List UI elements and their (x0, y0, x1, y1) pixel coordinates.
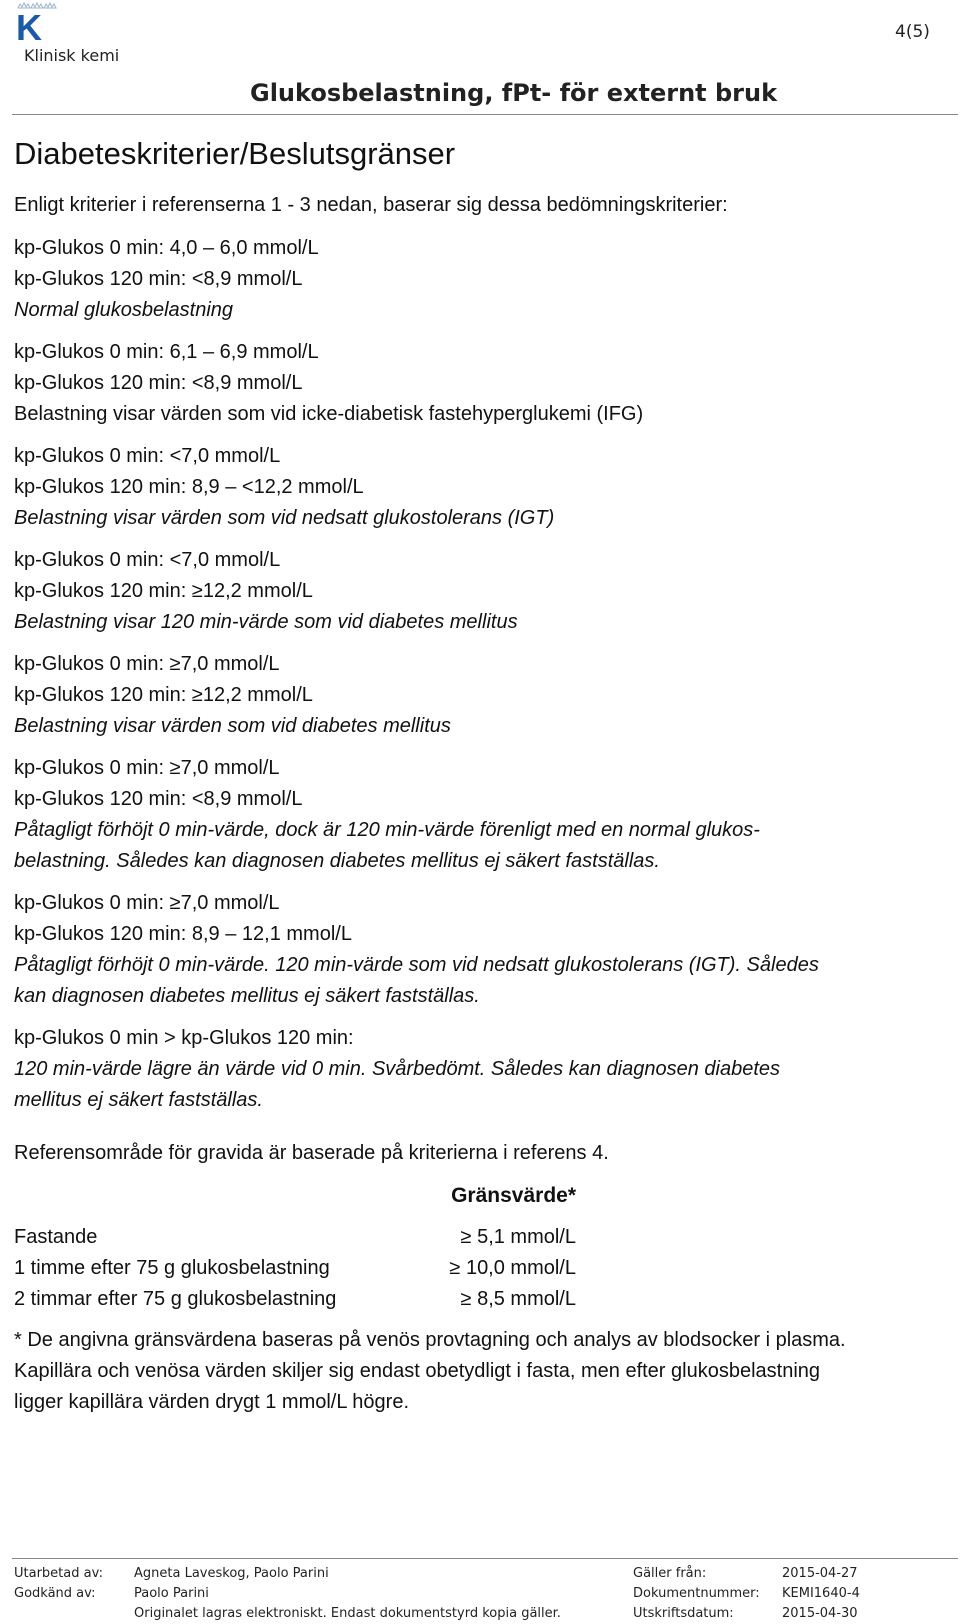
glucose-threshold: kp-Glukos 0 min: ≥7,0 mmol/L (14, 653, 280, 675)
glucose-threshold: kp-Glukos 120 min: <8,9 mmol/L (14, 268, 303, 290)
print-date-value: 2015-04-30 (782, 1606, 858, 1621)
glucose-threshold: kp-Glukos 120 min: <8,9 mmol/L (14, 372, 303, 394)
limits-table (14, 1181, 576, 1315)
criteria-list (14, 233, 954, 1116)
klinisk-kemi-logo (14, 2, 58, 42)
table-row (14, 1222, 576, 1253)
footer-divider (12, 1558, 958, 1559)
criteria-block (14, 649, 954, 742)
print-date-label: Utskriftsdatum: (633, 1606, 734, 1621)
glucose-threshold: kp-Glukos 120 min: 8,9 – <12,2 mmol/L (14, 476, 364, 498)
criteria-block (14, 441, 954, 534)
svg-text:K: K (16, 7, 42, 42)
glucose-threshold: kp-Glukos 120 min: 8,9 – 12,1 mmol/L (14, 923, 352, 945)
document-body (14, 134, 954, 1418)
glucose-threshold: kp-Glukos 0 min: ≥7,0 mmol/L (14, 757, 280, 779)
department-name: Klinisk kemi (24, 46, 120, 65)
footnote-line: Kapillära och venösa värden skiljer sig endast obetydligt i fasta, men efter glukosbelastning (14, 1360, 821, 1382)
glucose-threshold: kp-Glukos 0 min > kp-Glukos 120 min: (14, 1027, 354, 1049)
table-row (14, 1253, 576, 1284)
prepared-by-label: Utarbetad av: (14, 1566, 103, 1581)
interpretation-text: kan diagnosen diabetes mellitus ej säkert fastställas. (14, 985, 480, 1007)
pregnancy-reference-intro: Referensområde för gravida är baserade på kriterierna i referens 4. (14, 1142, 609, 1164)
interpretation-text: Belastning visar värden som vid nedsatt glukostolerans (IGT) (14, 507, 555, 529)
limit-label: 1 timme efter 75 g glukosbelastning (14, 1257, 330, 1279)
table-row (14, 1284, 576, 1315)
header-divider (12, 114, 958, 115)
glucose-threshold: kp-Glukos 120 min: ≥12,2 mmol/L (14, 580, 313, 602)
interpretation-text: 120 min-värde lägre än värde vid 0 min. Svårbedömt. Således kan diagnosen diabetes (14, 1058, 781, 1080)
electronic-original-note: Originalet lagras elektroniskt. Endast dokumentstyrd kopia gäller. (134, 1606, 561, 1621)
limit-value: ≥ 10,0 mmol/L (449, 1257, 576, 1279)
interpretation-text: mellitus ej säkert fastställas. (14, 1089, 263, 1111)
interpretation-text: Påtagligt förhöjt 0 min-värde. 120 min-värde som vid nedsatt glukostolerans (IGT). Således (14, 954, 819, 976)
glucose-threshold: kp-Glukos 120 min: <8,9 mmol/L (14, 788, 303, 810)
criteria-block (14, 337, 954, 430)
interpretation-text: Påtagligt förhöjt 0 min-värde, dock är 120 min-värde förenligt med en normal glukos- (14, 819, 760, 841)
limit-value: ≥ 8,5 mmol/L (460, 1288, 576, 1310)
glucose-threshold: kp-Glukos 0 min: 4,0 – 6,0 mmol/L (14, 237, 319, 259)
glucose-threshold: kp-Glukos 0 min: ≥7,0 mmol/L (14, 892, 280, 914)
glucose-threshold: kp-Glukos 0 min: 6,1 – 6,9 mmol/L (14, 341, 319, 363)
limit-value: ≥ 5,1 mmol/L (460, 1226, 576, 1248)
criteria-block (14, 233, 954, 326)
footnote-line: ligger kapillära värden drygt 1 mmol/L högre. (14, 1391, 410, 1413)
glucose-threshold: kp-Glukos 0 min: <7,0 mmol/L (14, 445, 281, 467)
criteria-block (14, 888, 954, 1012)
interpretation-text: belastning. Således kan diagnosen diabetes mellitus ej säkert fastställas. (14, 850, 660, 872)
criteria-block (14, 545, 954, 638)
approved-by-label: Godkänd av: (14, 1586, 96, 1601)
section-title: Diabeteskriterier/Beslutsgränser (14, 136, 456, 171)
valid-from-label: Gäller från: (633, 1566, 707, 1581)
limits-table-header: Gränsvärde* (451, 1184, 576, 1207)
intro-paragraph: Enligt kriterier i referenserna 1 - 3 nedan, baserar sig dessa bedömningskriterier: (14, 194, 728, 216)
limit-label: 2 timmar efter 75 g glukosbelastning (14, 1288, 337, 1310)
footnote-line: * De angivna gränsvärdena baseras på venös provtagning och analys av blodsocker i plasma. (14, 1329, 846, 1351)
footnote (14, 1325, 954, 1418)
approved-by-value: Paolo Parini (134, 1586, 209, 1601)
interpretation-text: Normal glukosbelastning (14, 299, 234, 321)
criteria-block (14, 1023, 954, 1116)
criteria-block (14, 753, 954, 877)
limit-label: Fastande (14, 1226, 98, 1248)
interpretation-text: Belastning visar 120 min-värde som vid diabetes mellitus (14, 611, 518, 633)
valid-from-value: 2015-04-27 (782, 1566, 858, 1581)
prepared-by-value: Agneta Laveskog, Paolo Parini (134, 1566, 329, 1581)
document-number-label: Dokumentnummer: (633, 1586, 760, 1601)
document-title: Glukosbelastning, fPt- för externt bruk (250, 79, 778, 107)
page-number: 4(5) (895, 22, 930, 42)
interpretation-text: Belastning visar värden som vid icke-diabetisk fastehyperglukemi (IFG) (14, 403, 644, 425)
glucose-threshold: kp-Glukos 0 min: <7,0 mmol/L (14, 549, 281, 571)
crown-k-logo-icon (14, 2, 58, 42)
interpretation-text: Belastning visar värden som vid diabetes mellitus (14, 715, 451, 737)
limits-table-header-row (14, 1181, 576, 1222)
glucose-threshold: kp-Glukos 120 min: ≥12,2 mmol/L (14, 684, 313, 706)
document-number-value: KEMI1640-4 (782, 1586, 860, 1601)
